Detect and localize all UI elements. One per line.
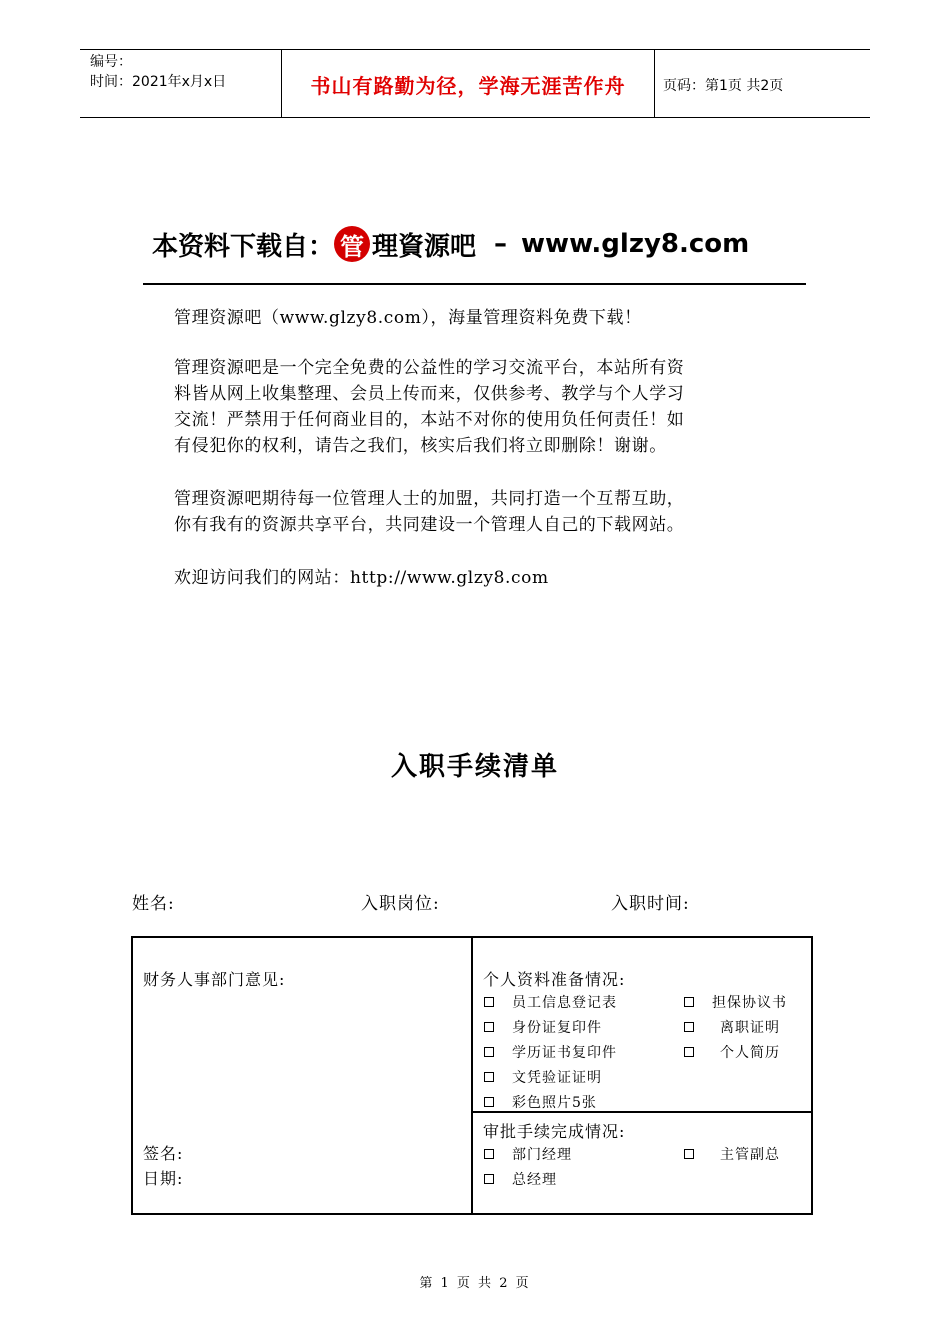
signature-label: 签名: <box>143 1144 184 1163</box>
banner-url: www.glzy8.com <box>521 229 750 259</box>
checkbox[interactable] <box>484 1047 494 1057</box>
checkbox[interactable] <box>684 1022 694 1032</box>
intro-paragraph-line: 管理资源吧期待每一位管理人士的加盟，共同打造一个互帮互助， <box>174 489 685 509</box>
download-banner <box>152 224 749 264</box>
intro-paragraph-line: 有侵犯你的权利，请告之我们，核实后我们将立即删除！谢谢。 <box>174 436 667 456</box>
checkbox[interactable] <box>484 1097 494 1107</box>
intro-paragraph-line: 你有我有的资源共享平台，共同建设一个管理人自己的下载网站。 <box>174 515 685 535</box>
intro-paragraph-line: 料皆从网上收集整理、会员上传而来，仅供参考、教学与个人学习 <box>174 384 685 404</box>
intro-paragraph <box>174 486 794 538</box>
checkbox[interactable] <box>484 997 494 1007</box>
checklist-item[interactable]: 部门经理 <box>484 1144 572 1164</box>
intro-line: 管理资源吧（www.glzy8.com），海量管理资料免费下载！ <box>174 308 642 328</box>
checkbox[interactable] <box>684 1149 694 1159</box>
sign-date-label: 日期: <box>143 1169 184 1188</box>
site-logo-badge: 管 <box>334 226 370 262</box>
banner-separator: – <box>494 229 508 259</box>
header-divider <box>654 50 655 117</box>
checklist-item[interactable]: 主管副总 <box>684 1144 780 1164</box>
checkbox[interactable] <box>484 1072 494 1082</box>
table-divider <box>471 936 473 1215</box>
checklist-item[interactable]: 文凭验证证明 <box>484 1067 602 1087</box>
intro-paragraph-line: 交流！严禁用于任何商业目的，本站不对你的使用负任何责任！如 <box>174 410 685 430</box>
checklist-item[interactable]: 学历证书复印件 <box>484 1042 617 1062</box>
banner-site-name: 理資源吧 <box>372 231 477 262</box>
header-top-rule <box>80 49 870 50</box>
position-field-label: 入职岗位: <box>361 894 440 914</box>
doc-number-label: 编号： <box>90 54 132 70</box>
checklist-item[interactable]: 总经理 <box>484 1169 557 1189</box>
checklist-item[interactable]: 彩色照片5张 <box>484 1092 597 1112</box>
checkbox[interactable] <box>684 1047 694 1057</box>
banner-rule <box>143 283 806 285</box>
approval-heading: 审批手续完成情况: <box>483 1122 626 1141</box>
banner-prefix: 本资料下载自： <box>152 231 335 262</box>
header-motto: 书山有路勤为径，学海无涯苦作舟 <box>310 74 626 98</box>
name-field-label: 姓名: <box>132 894 175 914</box>
date-field-label: 入职时间: <box>611 894 690 914</box>
page-title: 入职手续清单 <box>390 752 559 782</box>
checkbox[interactable] <box>484 1149 494 1159</box>
doc-time-label: 时间：2021年x月x日 <box>90 74 227 90</box>
personal-docs-heading: 个人资料准备情况: <box>483 970 626 989</box>
intro-paragraph-line: 管理资源吧是一个完全免费的公益性的学习交流平台，本站所有资 <box>174 358 685 378</box>
checklist-item[interactable]: 离职证明 <box>684 1017 780 1037</box>
checklist-item[interactable]: 担保协议书 <box>684 992 787 1012</box>
header-bottom-rule <box>80 117 870 118</box>
checkbox[interactable] <box>484 1022 494 1032</box>
page-footer: 第 1 页 共 2 页 <box>419 1276 531 1291</box>
checkbox[interactable] <box>484 1174 494 1184</box>
intro-paragraph <box>174 355 794 459</box>
checklist-item[interactable]: 员工信息登记表 <box>484 992 617 1012</box>
checklist-item[interactable]: 身份证复印件 <box>484 1017 602 1037</box>
header-page-info: 页码：第1页 共2页 <box>663 78 784 94</box>
intro-visit-line: 欢迎访问我们的网站：http://www.glzy8.com <box>174 568 549 588</box>
hr-opinion-heading: 财务人事部门意见: <box>143 970 286 989</box>
checkbox[interactable] <box>684 997 694 1007</box>
header-meta <box>90 52 226 92</box>
checklist-item[interactable]: 个人简历 <box>684 1042 780 1062</box>
